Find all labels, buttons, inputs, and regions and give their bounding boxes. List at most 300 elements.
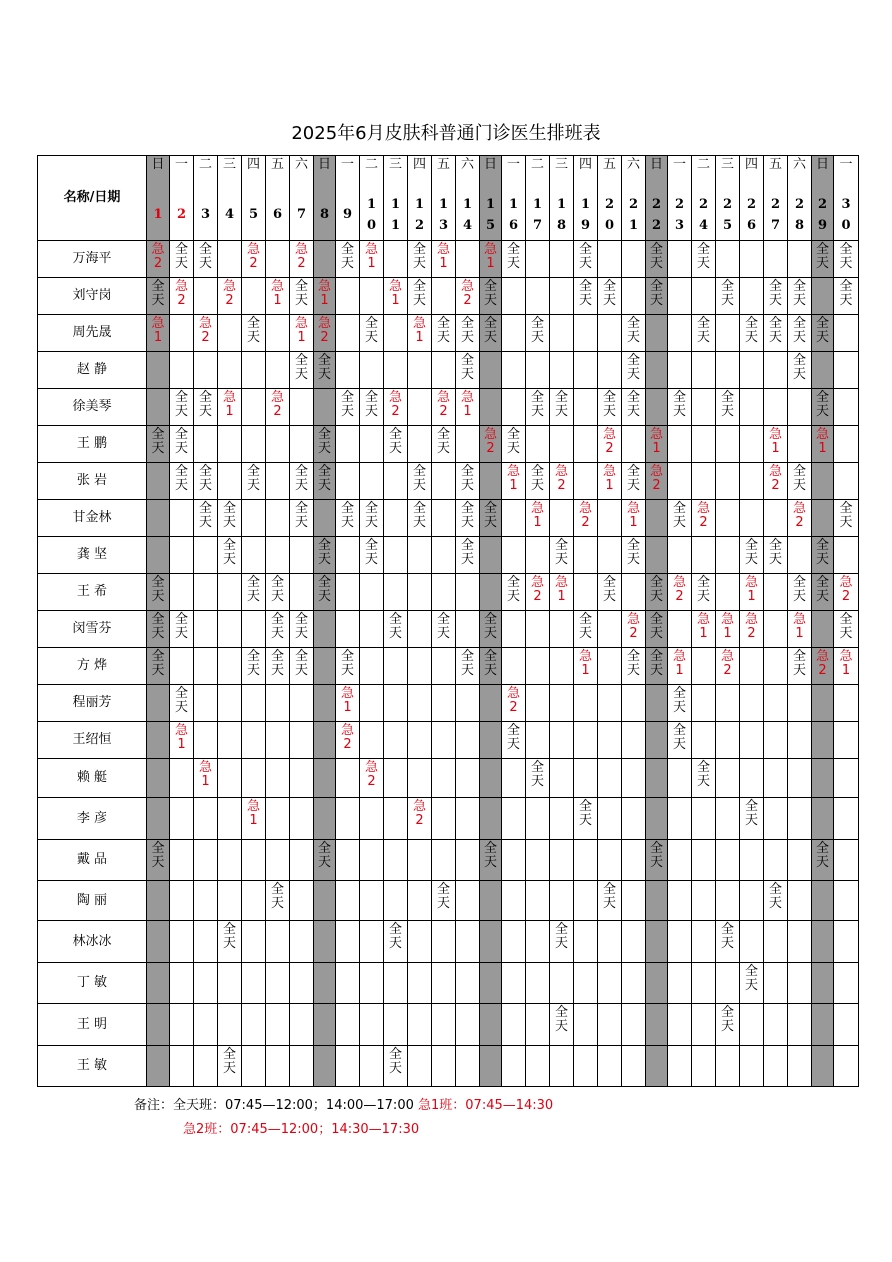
shift-cell (170, 648, 194, 685)
weekday-label: 三 (554, 157, 568, 172)
shift-cell (266, 921, 290, 963)
date-header-19 (574, 156, 598, 241)
full-day-shift: 全 天 (649, 575, 663, 604)
shift-cell (646, 241, 668, 278)
shift-cell (266, 722, 290, 759)
shift-cell (194, 759, 218, 798)
shift-cell (526, 759, 550, 798)
shift-cell (812, 648, 834, 685)
shift-cell (456, 798, 480, 840)
shift-cell (170, 500, 194, 537)
shift-cell (716, 759, 740, 798)
shift-cell (622, 759, 646, 798)
urgent-shift: 急 2 (578, 501, 592, 530)
shift-cell (740, 574, 764, 611)
shift-cell (716, 315, 740, 352)
urgent-shift: 急 1 (222, 390, 236, 419)
full-day-shift: 全 天 (364, 390, 378, 419)
full-day-shift: 全 天 (578, 612, 592, 641)
shift-cell (147, 759, 170, 798)
full-day-shift: 全 天 (649, 649, 663, 678)
shift-cell (360, 426, 384, 463)
shift-cell (598, 685, 622, 722)
weekday-label: 五 (270, 157, 284, 172)
shift-cell (598, 611, 622, 648)
date-number: 1 2 (414, 197, 425, 233)
shift-cell (834, 840, 859, 881)
shift-cell (314, 921, 336, 963)
shift-cell (360, 648, 384, 685)
date-header-25 (716, 156, 740, 241)
doctor-name: 林冰冰 (38, 921, 147, 963)
shift-cell (218, 759, 242, 798)
weekday-label: 三 (720, 157, 734, 172)
date-header-30 (834, 156, 859, 241)
shift-cell (526, 500, 550, 537)
shift-cell (622, 537, 646, 574)
date-number: 3 (200, 207, 211, 222)
full-day-shift: 全 天 (460, 464, 474, 493)
shift-cell (526, 1046, 550, 1087)
shift-cell (194, 278, 218, 315)
shift-cell (194, 611, 218, 648)
shift-cell (574, 759, 598, 798)
shift-cell (598, 722, 622, 759)
shift-cell (764, 278, 788, 315)
shift-cell (408, 881, 432, 921)
shift-cell (218, 278, 242, 315)
urgent-shift: 急 2 (460, 279, 474, 308)
shift-cell (384, 840, 408, 881)
full-day-shift: 全 天 (720, 390, 734, 419)
date-number: 7 (296, 207, 307, 222)
shift-cell (812, 537, 834, 574)
date-header-14 (456, 156, 480, 241)
shift-cell (360, 722, 384, 759)
shift-cell (360, 537, 384, 574)
shift-cell (360, 278, 384, 315)
shift-cell (360, 1046, 384, 1087)
shift-cell (336, 963, 360, 1004)
shift-cell (622, 921, 646, 963)
shift-cell (170, 963, 194, 1004)
date-header-3 (194, 156, 218, 241)
weekday-label: 三 (388, 157, 402, 172)
shift-cell (502, 921, 526, 963)
full-day-shift: 全 天 (744, 316, 758, 345)
shift-cell (574, 352, 598, 389)
shift-cell (834, 963, 859, 1004)
shift-cell (646, 611, 668, 648)
shift-cell (432, 241, 456, 278)
shift-cell (574, 426, 598, 463)
shift-cell (480, 798, 502, 840)
shift-cell (480, 352, 502, 389)
full-day-shift: 全 天 (815, 538, 829, 567)
shift-cell (336, 722, 360, 759)
shift-cell (480, 648, 502, 685)
shift-cell (574, 1046, 598, 1087)
weekday-label: 一 (839, 157, 853, 172)
shift-cell (740, 315, 764, 352)
shift-cell (692, 648, 716, 685)
shift-cell (314, 278, 336, 315)
shift-cell (788, 611, 812, 648)
shift-cell (290, 648, 314, 685)
shift-cell (502, 574, 526, 611)
shift-cell (314, 389, 336, 426)
shift-cell (812, 685, 834, 722)
full-day-shift: 全 天 (246, 575, 260, 604)
shift-cell (384, 759, 408, 798)
shift-cell (194, 881, 218, 921)
shift-cell (716, 426, 740, 463)
date-number: 1 3 (438, 197, 449, 233)
shift-cell (502, 685, 526, 722)
doctor-name: 丁 敏 (38, 963, 147, 1004)
full-day-shift: 全 天 (317, 841, 331, 870)
full-day-shift: 全 天 (460, 538, 474, 567)
shift-cell (550, 537, 574, 574)
full-day-shift: 全 天 (744, 964, 758, 993)
shift-cell (290, 278, 314, 315)
shift-cell (598, 1046, 622, 1087)
full-day-shift: 全 天 (364, 501, 378, 530)
full-day-shift: 全 天 (270, 882, 284, 911)
shift-cell (716, 389, 740, 426)
shift-cell (170, 278, 194, 315)
doctor-row (38, 722, 859, 759)
shift-cell (502, 881, 526, 921)
urgent-shift: 急 1 (672, 649, 686, 678)
shift-cell (170, 574, 194, 611)
shift-cell (574, 463, 598, 500)
shift-cell (812, 278, 834, 315)
shift-cell (147, 389, 170, 426)
shift-cell (456, 840, 480, 881)
shift-cell (622, 389, 646, 426)
shift-cell (668, 278, 692, 315)
shift-cell (218, 722, 242, 759)
shift-cell (598, 389, 622, 426)
shift-cell (384, 352, 408, 389)
shift-cell (266, 1046, 290, 1087)
shift-cell (834, 389, 859, 426)
shift-cell (218, 463, 242, 500)
shift-cell (668, 463, 692, 500)
urgent-shift: 急 2 (792, 501, 806, 530)
full-day-shift: 全 天 (720, 922, 734, 951)
full-day-shift: 全 天 (483, 649, 497, 678)
full-day-shift: 全 天 (198, 390, 212, 419)
full-day-shift: 全 天 (720, 279, 734, 308)
full-day-shift: 全 天 (554, 538, 568, 567)
date-number: 4 (224, 207, 235, 222)
shift-cell (622, 611, 646, 648)
shift-cell (834, 881, 859, 921)
shift-cell (384, 241, 408, 278)
shift-cell (432, 921, 456, 963)
shift-cell (408, 963, 432, 1004)
full-day-shift: 全 天 (436, 612, 450, 641)
shift-cell (170, 921, 194, 963)
shift-cell (788, 574, 812, 611)
shift-cell (740, 241, 764, 278)
shift-cell (668, 426, 692, 463)
shift-cell (170, 798, 194, 840)
shift-cell (812, 963, 834, 1004)
shift-cell (456, 315, 480, 352)
date-number: 9 (342, 207, 353, 222)
shift-cell (716, 241, 740, 278)
shift-cell (170, 426, 194, 463)
shift-cell (668, 798, 692, 840)
shift-cell (290, 574, 314, 611)
weekday-label: 一 (340, 157, 354, 172)
weekday-label: 日 (317, 157, 331, 172)
shift-cell (456, 685, 480, 722)
shift-cell (622, 840, 646, 881)
weekday-label: 五 (768, 157, 782, 172)
doctor-name: 赖 艇 (38, 759, 147, 798)
shift-cell (740, 840, 764, 881)
doctor-name: 刘守岗 (38, 278, 147, 315)
date-number: 2 6 (746, 197, 757, 233)
shift-cell (834, 426, 859, 463)
weekday-label: 日 (649, 157, 663, 172)
shift-cell (147, 500, 170, 537)
shift-cell (218, 963, 242, 1004)
shift-cell (574, 500, 598, 537)
shift-cell (408, 574, 432, 611)
shift-cell (432, 648, 456, 685)
shift-cell (218, 798, 242, 840)
shift-cell (788, 798, 812, 840)
shift-cell (242, 611, 266, 648)
urgent-shift: 急 2 (222, 279, 236, 308)
shift-cell (764, 963, 788, 1004)
date-header-7 (290, 156, 314, 241)
shift-cell (480, 241, 502, 278)
urgent-shift: 急 1 (554, 575, 568, 604)
shift-cell (622, 241, 646, 278)
urgent-shift: 急 2 (246, 242, 260, 271)
shift-cell (290, 426, 314, 463)
full-day-shift: 全 天 (792, 353, 806, 382)
doctor-row (38, 881, 859, 921)
shift-cell (290, 722, 314, 759)
shift-cell (456, 574, 480, 611)
full-day-shift: 全 天 (815, 841, 829, 870)
shift-cell (668, 963, 692, 1004)
shift-cell (574, 389, 598, 426)
shift-cell (480, 574, 502, 611)
shift-cell (194, 1046, 218, 1087)
shift-cell (242, 426, 266, 463)
doctor-name: 王 希 (38, 574, 147, 611)
urgent-shift: 急 2 (815, 649, 829, 678)
shift-cell (692, 685, 716, 722)
shift-cell (266, 426, 290, 463)
doctor-row (38, 389, 859, 426)
doctor-name: 龚 坚 (38, 537, 147, 574)
shift-cell (194, 241, 218, 278)
shift-cell (336, 881, 360, 921)
shift-cell (170, 722, 194, 759)
shift-cell (550, 278, 574, 315)
shift-cell (716, 722, 740, 759)
shift-cell (646, 315, 668, 352)
shift-cell (218, 241, 242, 278)
shift-cell (242, 963, 266, 1004)
shift-cell (314, 1046, 336, 1087)
shift-cell (290, 759, 314, 798)
shift-cell (336, 1046, 360, 1087)
full-day-shift: 全 天 (578, 242, 592, 271)
full-day-shift: 全 天 (602, 279, 616, 308)
full-day-shift: 全 天 (294, 649, 308, 678)
shift-cell (290, 1004, 314, 1046)
shift-cell (526, 315, 550, 352)
shift-cell (147, 840, 170, 881)
date-header-16 (502, 156, 526, 241)
shift-cell (550, 611, 574, 648)
shift-cell (194, 315, 218, 352)
shift-cell (574, 574, 598, 611)
urgent-shift: 急 2 (506, 686, 520, 715)
weekday-label: 一 (174, 157, 188, 172)
shift-cell (598, 840, 622, 881)
shift-cell (716, 963, 740, 1004)
full-day-shift: 全 天 (626, 649, 640, 678)
shift-cell (408, 426, 432, 463)
shift-cell (384, 798, 408, 840)
doctor-row (38, 278, 859, 315)
shift-cell (526, 881, 550, 921)
doctor-row (38, 963, 859, 1004)
urgent-shift: 急 1 (815, 427, 829, 456)
full-day-shift: 全 天 (198, 501, 212, 530)
full-day-shift: 全 天 (696, 242, 710, 271)
date-number: 6 (272, 207, 283, 222)
shift-cell (480, 759, 502, 798)
shift-cell (266, 881, 290, 921)
shift-cell (218, 685, 242, 722)
full-day-shift: 全 天 (506, 575, 520, 604)
doctor-row (38, 759, 859, 798)
shift-cell (526, 389, 550, 426)
shift-cell (432, 352, 456, 389)
shift-cell (290, 537, 314, 574)
shift-cell (668, 921, 692, 963)
shift-cell (812, 1004, 834, 1046)
shift-cell (480, 315, 502, 352)
shift-cell (194, 500, 218, 537)
full-day-shift: 全 天 (483, 279, 497, 308)
shift-cell (290, 463, 314, 500)
shift-cell (834, 798, 859, 840)
full-day-shift: 全 天 (672, 686, 686, 715)
doctor-name: 闵雪芬 (38, 611, 147, 648)
doctor-name: 陶 丽 (38, 881, 147, 921)
shift-cell (740, 881, 764, 921)
shift-cell (266, 500, 290, 537)
shift-cell (218, 574, 242, 611)
full-day-shift: 全 天 (388, 427, 402, 456)
full-day-shift: 全 天 (815, 390, 829, 419)
shift-cell (834, 648, 859, 685)
full-day-shift: 全 天 (626, 316, 640, 345)
shift-cell (242, 722, 266, 759)
full-day-shift: 全 天 (483, 612, 497, 641)
shift-cell (408, 278, 432, 315)
full-day-shift: 全 天 (460, 353, 474, 382)
shift-cell (668, 881, 692, 921)
shift-cell (170, 1046, 194, 1087)
shift-cell (502, 648, 526, 685)
shift-cell (314, 685, 336, 722)
shift-cell (740, 611, 764, 648)
date-number: 1 7 (532, 197, 543, 233)
shift-cell (550, 798, 574, 840)
shift-cell (716, 352, 740, 389)
shift-cell (266, 389, 290, 426)
date-number: 1 0 (366, 197, 377, 233)
shift-cell (480, 1004, 502, 1046)
shift-cell (170, 315, 194, 352)
full-day-shift: 全 天 (222, 501, 236, 530)
shift-cell (384, 611, 408, 648)
date-header-12 (408, 156, 432, 241)
urgent-shift: 急 1 (483, 242, 497, 271)
shift-cell (408, 685, 432, 722)
shift-cell (290, 840, 314, 881)
shift-cell (290, 685, 314, 722)
shift-cell (384, 921, 408, 963)
shift-cell (834, 921, 859, 963)
shift-cell (336, 798, 360, 840)
urgent-shift: 急 1 (364, 242, 378, 271)
weekday-label: 二 (696, 157, 710, 172)
shift-cell (147, 798, 170, 840)
shift-cell (692, 574, 716, 611)
shift-cell (692, 1004, 716, 1046)
shift-cell (432, 315, 456, 352)
urgent-shift: 急 2 (270, 390, 284, 419)
shift-cell (740, 648, 764, 685)
shift-cell (740, 759, 764, 798)
shift-cell (480, 921, 502, 963)
full-day-shift: 全 天 (294, 353, 308, 382)
full-day-shift: 全 天 (839, 279, 853, 308)
date-header-27 (764, 156, 788, 241)
full-day-shift: 全 天 (174, 427, 188, 456)
date-number: 1 8 (556, 197, 567, 233)
shift-cell (646, 426, 668, 463)
full-day-shift: 全 天 (174, 464, 188, 493)
shift-cell (456, 1004, 480, 1046)
shift-cell (170, 840, 194, 881)
shift-cell (170, 352, 194, 389)
date-header-8 (314, 156, 336, 241)
full-day-shift: 全 天 (340, 649, 354, 678)
shift-cell (290, 315, 314, 352)
date-number: 8 (319, 207, 330, 222)
shift-cell (456, 881, 480, 921)
date-number: 1 1 (390, 197, 401, 233)
date-number: 1 9 (580, 197, 591, 233)
shift-cell (812, 500, 834, 537)
